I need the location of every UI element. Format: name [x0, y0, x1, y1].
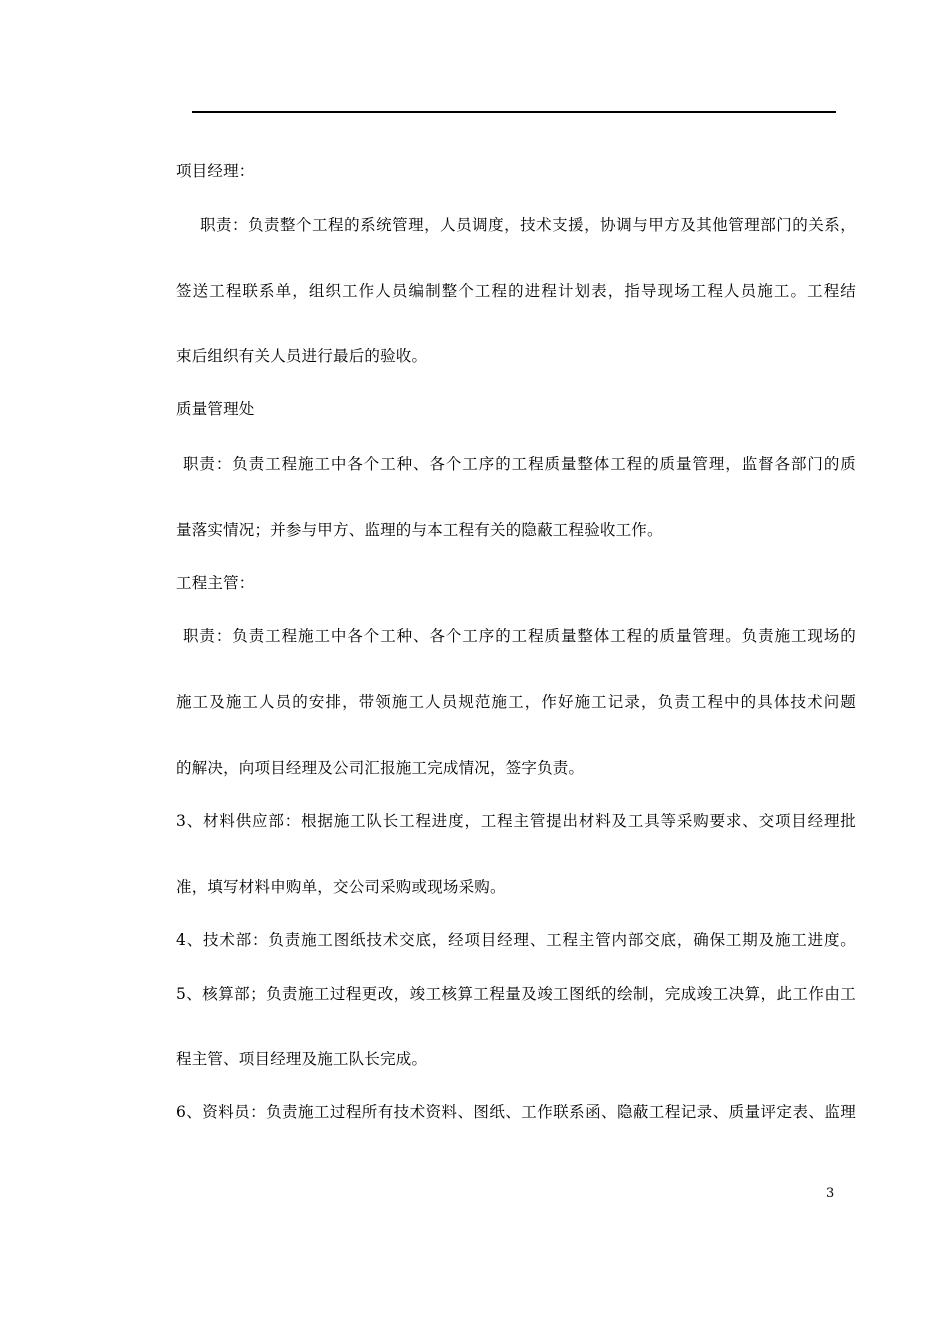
paragraph-line: 束后组织有关人员进行最后的验收。 [176, 347, 428, 365]
paragraph-line: 职责：负责整个工程的系统管理，人员调度，技术支援，协调与甲方及其他管理部门的关系， [200, 216, 856, 234]
page-number: 3 [826, 1186, 835, 1201]
heading-engineering-supervisor: 工程主管： [176, 574, 255, 592]
paragraph-line: 准，填写材料申购单，交公司采购或现场采购。 [176, 878, 506, 896]
paragraph-line: 签送工程联系单，组织工作人员编制整个工程的进程计划表，指导现场工程人员施工。工程结 [176, 282, 856, 300]
list-item-accounting: 5、核算部；负责施工过程更改，竣工核算工程量及竣工图纸的绘制，完成竣工决算，此工作由工 [176, 985, 856, 1003]
list-item-materials: 3、材料供应部：根据施工队长工程进度，工程主管提出材料及工具等采购要求、交项目经理批 [176, 812, 856, 830]
paragraph-line: 的解决，向项目经理及公司汇报施工完成情况，签字负责。 [176, 759, 585, 777]
paragraph-line: 程主管、项目经理及施工队长完成。 [176, 1050, 428, 1068]
paragraph-line: 职责：负责工程施工中各个工种、各个工序的工程质量整体工程的质量管理，监督各部门的质 [183, 455, 856, 473]
paragraph-line: 职责：负责工程施工中各个工种、各个工序的工程质量整体工程的质量管理。负责施工现场的 [183, 627, 856, 645]
heading-project-manager: 项目经理： [176, 162, 255, 180]
list-item-technical: 4、技术部：负责施工图纸技术交底，经项目经理、工程主管内部交底，确保工期及施工进度。 [176, 931, 856, 949]
paragraph-line: 施工及施工人员的安排，带领施工人员规范施工，作好施工记录，负责工程中的具体技术问题 [176, 693, 856, 711]
heading-quality-management: 质量管理处 [176, 400, 255, 418]
header-rule [192, 111, 836, 113]
paragraph-line: 量落实情况；并参与甲方、监理的与本工程有关的隐蔽工程验收工作。 [176, 521, 663, 539]
list-item-records: 6、资料员：负责施工过程所有技术资料、图纸、工作联系函、隐蔽工程记录、质量评定表、监理 [176, 1103, 856, 1121]
